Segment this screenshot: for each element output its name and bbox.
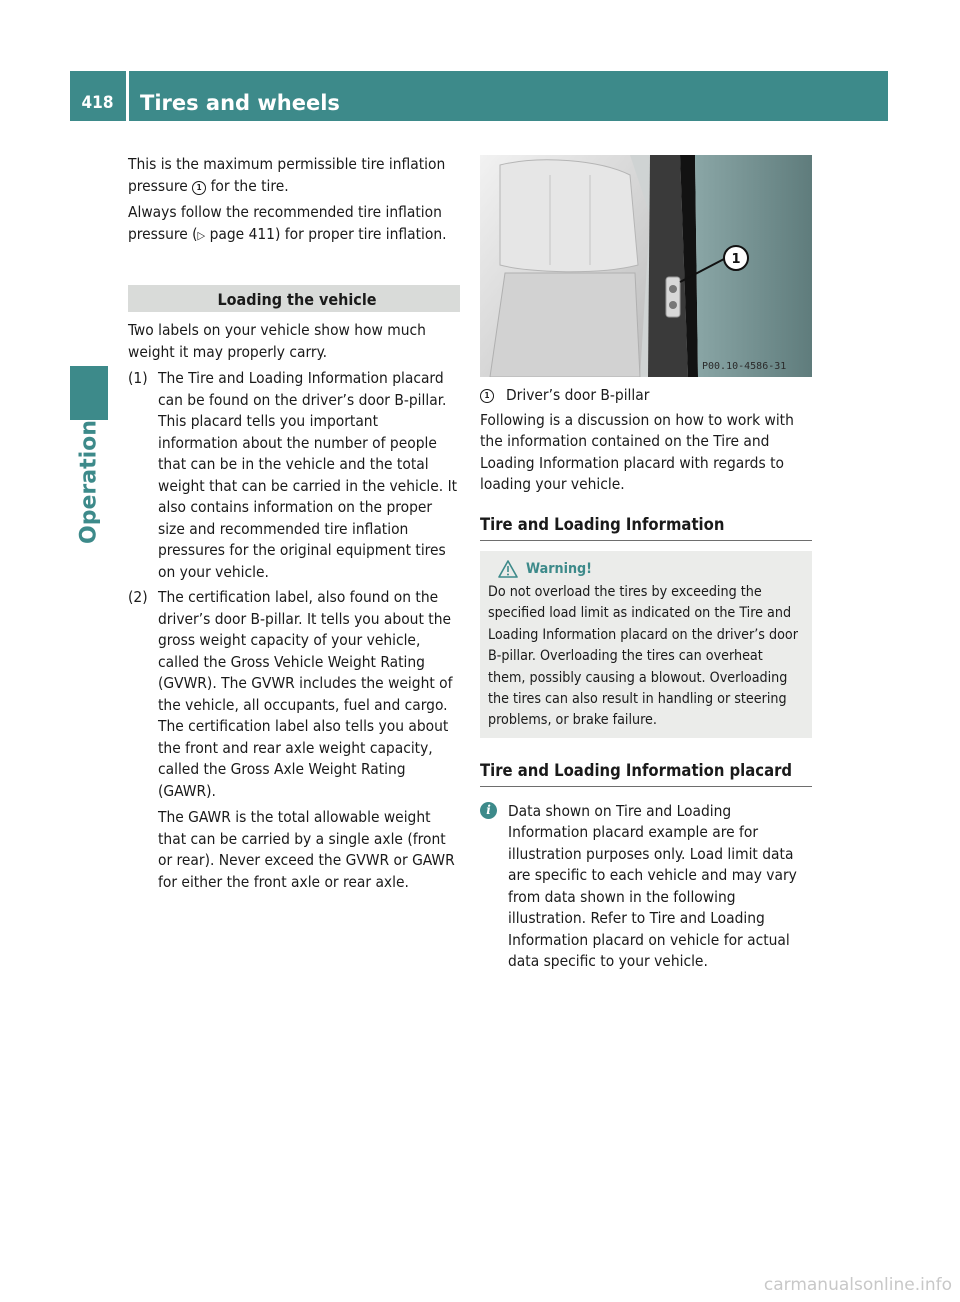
- warning-title: Warning!: [526, 560, 592, 577]
- side-section-label: Operation: [76, 420, 102, 544]
- header-divider: [126, 71, 129, 121]
- list-marker: (2): [128, 588, 148, 606]
- list-item: [128, 587, 460, 893]
- discussion-paragraph: Following is a discussion on how to work with the information contained on the Tire and Loading Information placard with regards to loading your vehicle.: [480, 410, 794, 493]
- list-item-extra: The GAWR is the total allowable weight that can be carried by a single axle (front or rear). Never exceed the GVWR or GAWR for either the front axle or rear axle.: [158, 808, 455, 891]
- list-item-text: The certification label, also found on the driver’s door B-pillar. It tells you about the gross weight capacity of your vehicle, called the Gross Vehicle Weight Rating (GVWR). The GVWR includes the weight of the vehicle, all occupants, fuel and cargo. The certification label also tells you about the front and rear axle weight capacity, called the Gross Axle Weight Rating (GAWR).: [158, 588, 453, 800]
- page-header: [70, 71, 888, 121]
- image-code: P00.10-4586-31: [702, 361, 787, 372]
- photo-callout-number: 1: [731, 252, 741, 267]
- list-item: [128, 368, 460, 583]
- info-icon: i: [480, 802, 497, 819]
- heading-placard: Tire and Loading Information placard: [480, 760, 812, 787]
- section-heading-loading: Loading the vehicle: [128, 285, 460, 312]
- door-b-pillar-photo: [480, 155, 812, 377]
- list-marker: (1): [128, 369, 148, 387]
- warning-text: Do not overload the tires by exceeding the specified load limit as indicated on the Tire and Loading Information placard on the driver’s door B-pillar. Overloading the tires can overheat them, possibly causing a blowout. Overloading the tires can also result in handling or steering problems, or brake failure.: [488, 583, 798, 729]
- chapter-title: Tires and wheels: [140, 91, 340, 115]
- info-text: Data shown on Tire and Loading Information placard example are for illustration purposes only. Load limit data are specific to each vehicle and may vary from data shown in the following illustration. Refer to Tire and Loading Information placard on vehicle for actual data specific to your vehicle.: [508, 801, 797, 971]
- intro-paragraph-2: Always follow the recommended tire inflation pressure (▷ page 411) for proper tire inflation.: [128, 203, 447, 243]
- watermark: carmanualsonline.info: [763, 1274, 952, 1295]
- callout-1-icon: 1: [192, 181, 206, 195]
- page-number: 418: [81, 93, 114, 113]
- section-intro: Two labels on your vehicle show how much weight it may properly carry.: [128, 321, 426, 361]
- warning-triangle-icon: [496, 560, 520, 578]
- heading-tire-loading-info: Tire and Loading Information: [480, 514, 812, 541]
- b-pillar-illustration: [480, 155, 812, 377]
- left-column: [128, 154, 460, 898]
- list-item-text: The Tire and Loading Information placard can be found on the driver’s door B-pillar. This placard tells you important information about the number of people that can be in the vehicle and the total weight that can be carried in the vehicle. It also contains information on the proper size and recommended tire inflation pressures for the original equipment tires on your vehicle.: [158, 369, 458, 581]
- photo-caption: 1 Driver’s door B-pillar: [480, 385, 812, 407]
- info-note: [480, 801, 812, 973]
- intro-paragraph-1: This is the maximum permissible tire inflation pressure 1 for the tire.: [128, 155, 446, 195]
- side-tab-marker: [70, 366, 108, 420]
- callout-1-icon: 1: [480, 389, 494, 403]
- page-arrow-icon: ▷: [197, 228, 206, 242]
- warning-box: [480, 551, 812, 738]
- right-column: [480, 155, 812, 973]
